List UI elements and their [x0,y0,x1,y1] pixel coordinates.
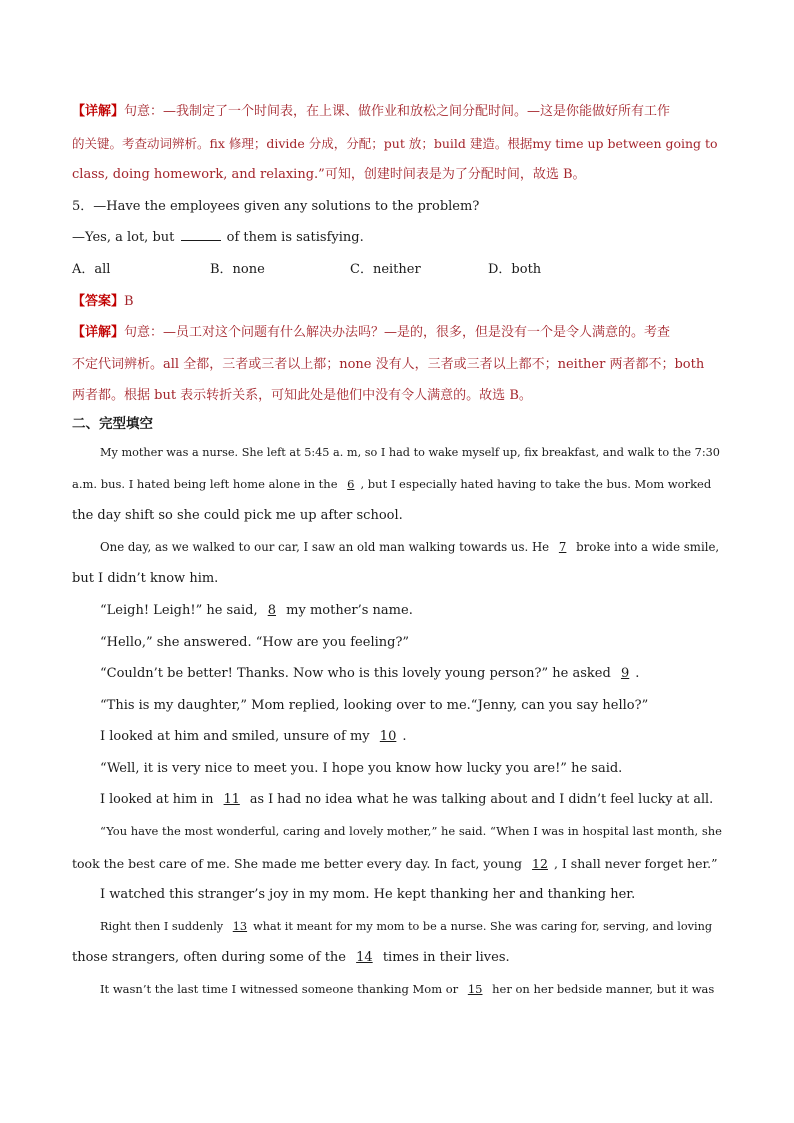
passage-line: “Leigh! Leigh!” he said, 8 my mother’s name. [72,595,724,627]
passage-line: “Well, it is very nice to meet you. I hope you know how lucky you are!” he said. [100,760,623,776]
blank-15: 15 [467,982,483,997]
q5-reply: —Yes, a lot, but of them is satisfying. [72,230,364,246]
q5-options [72,254,724,286]
passage-line: took the best care of me. She made me better every day. In fact, young 12 , I shall never forget her.” [72,848,724,880]
blank-12: 12 [532,855,548,871]
passage-line: but I didn’t know him. [72,571,219,587]
blank-9: 9 [620,666,630,682]
passage-line: Right then I suddenly 13 what it meant for my mom to be a nurse. She was caring for, serving, and loving [72,911,724,943]
blank-8: 8 [267,602,277,618]
passage-line: a.m. bus. I hated being left home alone in the 6 , but I especially hated having to take the bus. Mom worked [72,469,724,501]
passage-line: “This is my daughter,” Mom replied, looking over to me.“Jenny, can you say hello?” [100,697,649,713]
passage-line: “Couldn’t be better! Thanks. Now who is this lovely young person?” he asked 9 . [72,658,724,690]
q5-option-c: C．neither [350,261,421,277]
passage-line: One day, as we walked to our car, I saw an old man walking towards us. He 7 broke into a wide smile, [72,532,724,564]
passage-line: “Hello,” she answered. “How are you feeling?” [100,634,410,650]
passage-line: I watched this stranger’s joy in my mom. He kept thanking her and thanking her. [100,887,636,903]
passage-line: It wasn’t the last time I witnessed someone thanking Mom or 15 her on her bedside manner, but it was [72,974,724,1006]
document-page [72,96,724,1006]
q5-option-b: B．none [210,261,265,277]
blank-6: 6 [347,476,355,491]
blank-11: 11 [223,792,240,808]
q4-detail-line-1: 【详解】句意：—我制定了一个时间表，在上课、做作业和放松之间分配时间。—这是你能做好所有工作 [72,104,671,119]
blank-14: 14 [356,950,373,966]
q5-blank [181,228,221,241]
q5-option-a: A．all [72,261,111,277]
blank-13: 13 [232,919,248,933]
q5-detail-line-2: 不定代词辨析。all 全都，三者或三者以上都；none 没有人，三者或三者以上都不；neither 两者都不；both [72,356,705,372]
passage-line: “You have the most wonderful, caring and lovely mother,” he said. “When I was in hospital last month, she [100,824,722,839]
passage-line: My mother was a nurse. She left at 5:45 a. m, so I had to wake myself up, fix breakfast, and walk to the 7:30 [100,445,720,459]
q4-detail-line-2: 的关键。考查动词辨析。fix 修理；divide 分成，分配；put 放；build 建造。根据my time up between going to [72,135,718,151]
passage-line: I looked at him in 11 as I had no idea what he was talking about and I didn’t feel lucky at all. [72,784,724,816]
q5-question: 5．—Have the employees given any solutions to the problem? [72,198,480,214]
q5-answer: 【答案】B [72,293,134,309]
passage-line: those strangers, often during some of the 14 times in their lives. [72,942,724,974]
answer-tag: 【答案】 [72,293,125,309]
detail-tag: 【详解】 [72,325,125,341]
blank-10: 10 [379,729,397,745]
q5-detail-line-3: 两者都。根据 but 表示转折关系，可知此处是他们中没有令人满意的。故选 B。 [72,388,532,404]
detail-tag: 【详解】 [72,104,125,119]
passage-line: the day shift so she could pick me up after school. [72,508,403,524]
q4-detail-line-3: class, doing homework, and relaxing.”可知，创建时间表是为了分配时间，故选 B。 [72,167,586,183]
blank-7: 7 [558,539,567,554]
passage-line: I looked at him and smiled, unsure of my 10 . [72,721,724,753]
q5-detail-line-1: 【详解】句意：—员工对这个问题有什么解决办法吗？—是的，很多，但是没有一个是令人满意的。考查 [72,325,671,341]
q5-option-d: D．both [488,261,542,277]
section-heading: 二、完型填空 [72,415,153,432]
